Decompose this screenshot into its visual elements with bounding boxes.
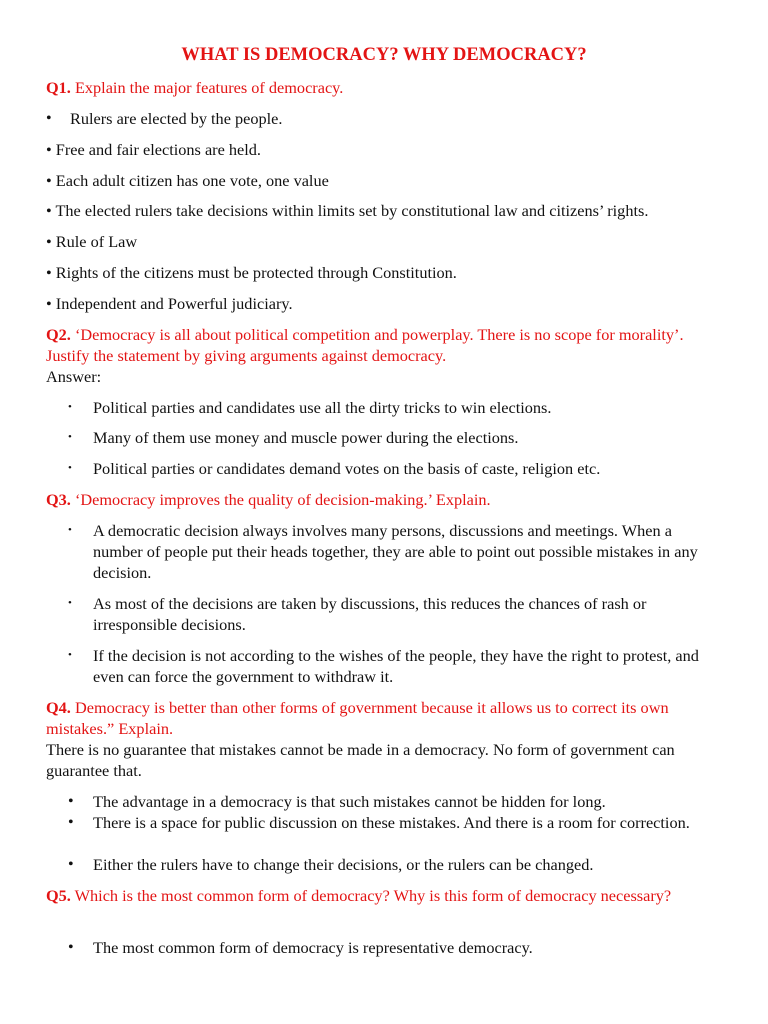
- bullet-icon: •: [68, 524, 72, 536]
- bullet-icon: •: [68, 649, 72, 661]
- question-1: [46, 77, 726, 98]
- list-item: [68, 937, 723, 958]
- list-item: • Independent and Powerful judiciary.: [46, 294, 293, 313]
- bullet-icon: •: [68, 793, 74, 810]
- list-item: • The elected rulers take decisions within limits set by constitutional law and citizens’ rights.: [46, 201, 649, 220]
- page-title: WHAT IS DEMOCRACY? WHY DEMOCRACY?: [181, 45, 587, 65]
- list-item-text: The most common form of democracy is representative democracy.: [93, 938, 533, 957]
- list-item: • Free and fair elections are held.: [46, 140, 261, 159]
- list-item: [68, 791, 723, 812]
- question-2: [46, 324, 726, 366]
- question-text: ‘Democracy improves the quality of decision-making.’ Explain.: [70, 490, 491, 509]
- list-item: • Each adult citizen has one vote, one value: [46, 171, 329, 190]
- list-item: [46, 108, 700, 129]
- question-number: Q2.: [46, 325, 71, 344]
- answer-label: Answer:: [46, 367, 102, 386]
- list-item-text: Rulers are elected by the people.: [70, 109, 283, 128]
- list-item-text: Many of them use money and muscle power during the elections.: [93, 428, 519, 447]
- list-item: [68, 812, 723, 833]
- bullet-icon: •: [68, 814, 74, 831]
- list-item-text: The advantage in a democracy is that such mistakes cannot be hidden for long.: [93, 792, 606, 811]
- question-text: Explain the major features of democracy.: [70, 78, 344, 97]
- question-number: Q1.: [46, 78, 71, 97]
- answer-intro: There is no guarantee that mistakes cannot be made in a democracy. No form of government can guarantee that.: [46, 740, 675, 780]
- bullet-icon: •: [46, 110, 52, 127]
- bullet-icon: •: [68, 401, 72, 413]
- list-item-text: Political parties and candidates use all the dirty tricks to win elections.: [93, 398, 552, 417]
- list-item-text: Political parties or candidates demand votes on the basis of caste, religion etc.: [93, 459, 601, 478]
- list-item-text: As most of the decisions are taken by discussions, this reduces the chances of rash or irresponsible decisions.: [93, 594, 647, 634]
- bullet-icon: •: [68, 856, 74, 873]
- question-number: Q5.: [46, 886, 71, 905]
- list-item: [68, 397, 723, 418]
- list-item-text: Either the rulers have to change their decisions, or the rulers can be changed.: [93, 855, 594, 874]
- list-item-text: There is a space for public discussion on these mistakes. And there is a room for correction.: [93, 813, 690, 832]
- list-item-text: A democratic decision always involves many persons, discussions and meetings. When a number of people put their heads together, they are able to point out possible mistakes in any decision.: [93, 521, 698, 582]
- list-item: [68, 854, 723, 875]
- bullet-icon: •: [68, 431, 72, 443]
- question-3: [46, 489, 726, 510]
- question-number: Q3.: [46, 490, 71, 509]
- list-item: [68, 520, 723, 583]
- bullet-icon: •: [68, 939, 74, 956]
- bullet-icon: •: [68, 462, 72, 474]
- question-text: Which is the most common form of democracy? Why is this form of democracy necessary?: [70, 886, 672, 905]
- bullet-icon: •: [68, 597, 72, 609]
- question-text: Democracy is better than other forms of government because it allows us to correct its own mistakes.” Explain.: [46, 698, 669, 738]
- list-item: [68, 427, 723, 448]
- question-4: [46, 697, 726, 739]
- question-text: ‘Democracy is all about political competition and powerplay. There is no scope for morality’. Justify the statement by giving arguments against democracy.: [46, 325, 684, 365]
- list-item: [68, 645, 723, 687]
- list-item: • Rights of the citizens must be protected through Constitution.: [46, 263, 457, 282]
- list-item: [68, 458, 723, 479]
- list-item: • Rule of Law: [46, 232, 138, 251]
- list-item-text: If the decision is not according to the wishes of the people, they have the right to protest, and even can force the government to withdraw it.: [93, 646, 699, 686]
- list-item: [68, 593, 723, 635]
- question-5: [46, 885, 726, 906]
- question-number: Q4.: [46, 698, 71, 717]
